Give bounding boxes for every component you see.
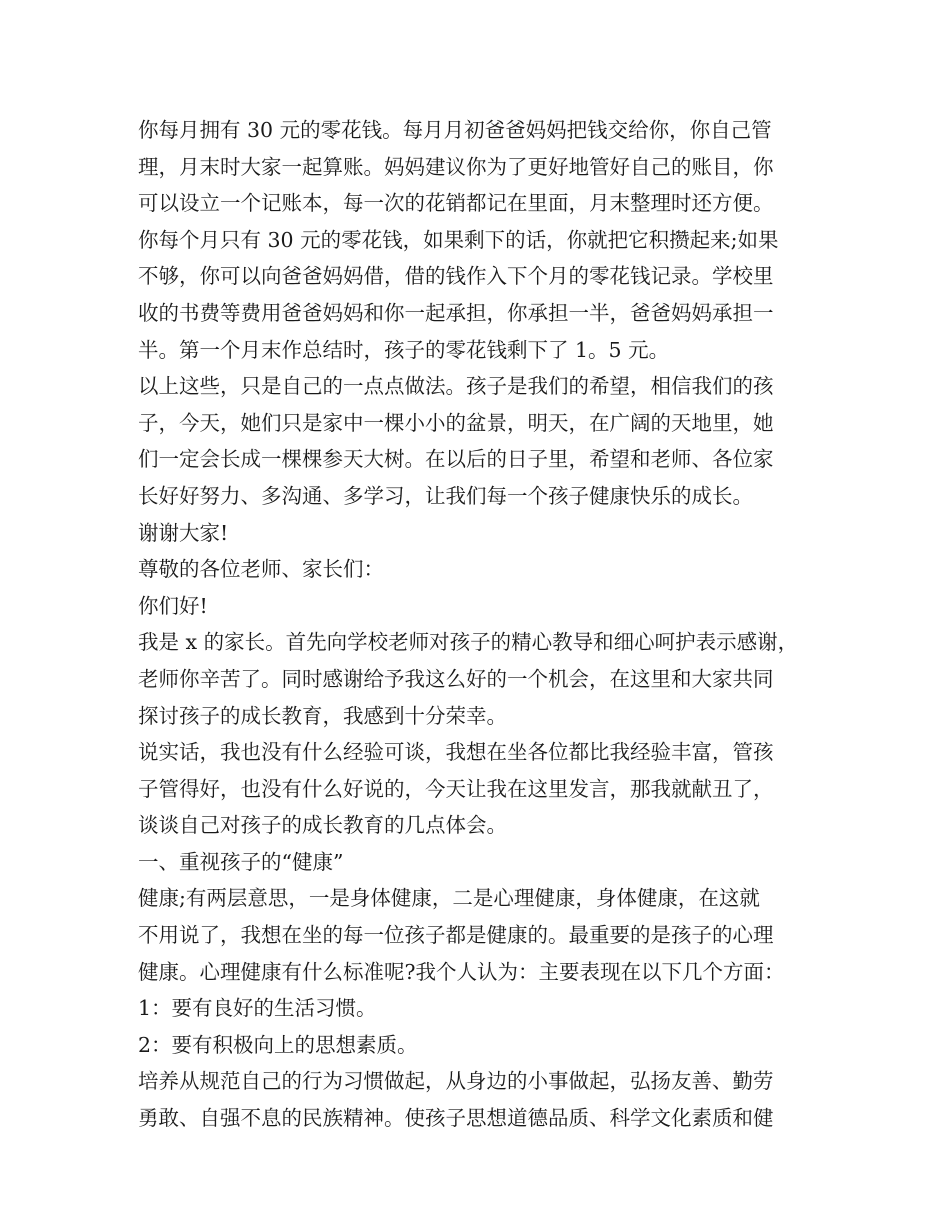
text-line: 培养从规范自己的行为习惯做起，从身边的小事做起，弘扬友善、勤劳	[138, 1069, 774, 1094]
text-line: 你每月拥有 30 元的零花钱。每月月初爸爸妈妈把钱交给你，你自己管	[138, 118, 772, 142]
text-line: 老师你辛苦了。同时感谢给予我这么好的一个机会，在这里和大家共同	[138, 666, 774, 691]
text-line: 我是 x 的家长。首先向学校老师对孩子的精心教导和细心呵护表示感谢，	[138, 630, 799, 655]
text-line: 谈谈自己对孩子的成长教育的几点体会。	[138, 813, 507, 838]
text-line: 子，今天，她们只是家中一棵小小的盆景，明天，在广阔的天地里，她	[138, 410, 774, 435]
greeting-line: 你们好!	[138, 593, 208, 618]
text-line: 说实话，我也没有什么经验可谈，我想在坐各位都比我经验丰富，管孩	[138, 740, 774, 765]
text-line: 健康;有两层意思，一是身体健康，二是心理健康，身体健康，在这就	[138, 886, 760, 911]
text-line: 可以设立一个记账本，每一次的花销都记在里面，月末整理时还方便。	[138, 191, 774, 216]
section-heading: 一、重视孩子的“健康”	[138, 849, 344, 874]
document-body	[138, 112, 828, 1137]
list-item: 2：要有积极向上的思想素质。	[138, 1032, 418, 1057]
salutation-line: 尊敬的各位老师、家长们：	[138, 557, 384, 582]
text-line: 探讨孩子的成长教育，我感到十分荣幸。	[138, 703, 507, 728]
text-line: 半。第一个月末作总结时，孩子的零花钱剩下了 1。5 元。	[138, 337, 670, 362]
text-line: 长好好努力、多沟通、多学习，让我们每一个孩子健康快乐的成长。	[138, 483, 753, 508]
text-line: 健康。心理健康有什么标准呢?我个人认为：主要表现在以下几个方面：	[138, 959, 785, 984]
closing-line: 谢谢大家!	[138, 520, 229, 545]
text-line: 不够，你可以向爸爸妈妈借，借的钱作入下个月的零花钱记录。学校里	[138, 264, 774, 289]
text-line: 子管得好，也没有什么好说的，今天让我在这里发言，那我就献丑了，	[138, 776, 774, 801]
text-line: 理，月末时大家一起算账。妈妈建议你为了更好地管好自己的账目，你	[138, 154, 774, 179]
list-item: 1：要有良好的生活习惯。	[138, 996, 377, 1021]
text-line: 以上这些，只是自己的一点点做法。孩子是我们的希望，相信我们的孩	[138, 374, 774, 399]
text-line: 你每个月只有 30 元的零花钱，如果剩下的话，你就把它积攒起来;如果	[138, 227, 779, 252]
text-line: 勇敢、自强不息的民族精神。使孩子思想道德品质、科学文化素质和健	[138, 1106, 774, 1131]
text-line: 们一定会长成一棵棵参天大树。在以后的日子里，希望和老师、各位家	[138, 447, 774, 472]
text-line: 收的书费等费用爸爸妈妈和你一起承担，你承担一半，爸爸妈妈承担一	[138, 300, 774, 325]
text-line: 不用说了，我想在坐的每一位孩子都是健康的。最重要的是孩子的心理	[138, 923, 774, 948]
